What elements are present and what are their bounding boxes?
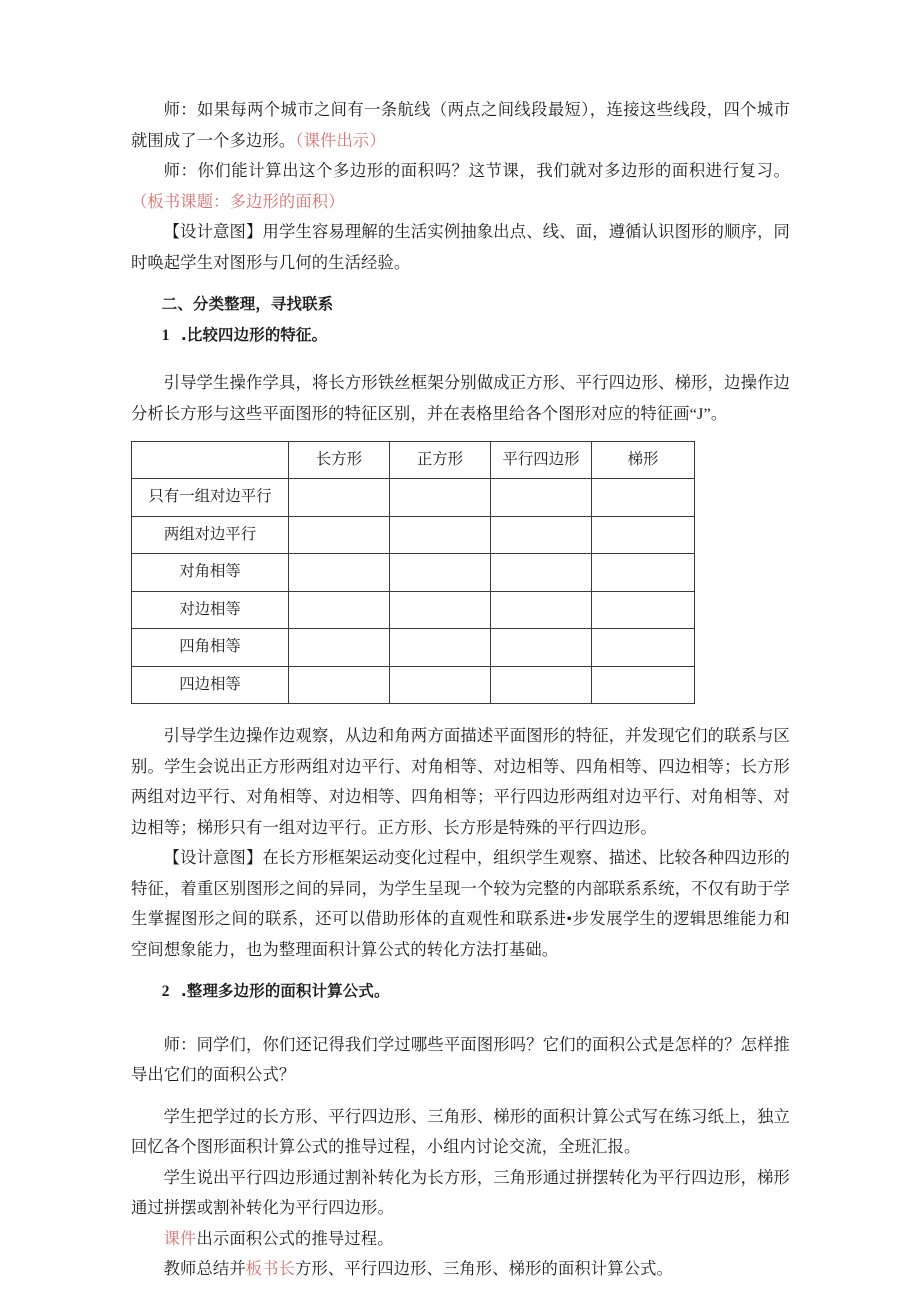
table-row-label: 对角相等	[132, 554, 289, 592]
paragraph-design-intent-2: 【设计意图】在长方形框架运动变化过程中，组织学生观察、描述、比较各种四边形的特征，着重区别图形之间的异同，为学生呈现一个较为完整的内部联系系统，不仅有助于学生掌握图形之间的联系，还可以借助形体的直观性和联系进•步发展学生的逻辑思维能力和空间想象能力，也为整理面积计算公式的转化方法打基础。	[131, 848, 790, 959]
paragraph-teacher-summary	[131, 1254, 790, 1285]
paragraph-before-table: 引导学生操作学具，将长方形铁丝框架分别做成正方形、平行四边形、梯形，边操作边分析长方形与这些平面图形的特征区别，并在表格里给各个图形对应的特征画“J”。	[131, 373, 790, 423]
table-cell[interactable]	[289, 666, 390, 704]
table-header-row	[132, 442, 695, 479]
table-cell[interactable]	[390, 479, 491, 517]
paragraph-teacher-recall-question: 师：同学们，你们还记得我们学过哪些平面图形吗？它们的面积公式是怎样的？怎样推导出它们的面积公式？	[131, 1034, 790, 1084]
table-cell[interactable]	[491, 666, 592, 704]
text-run-red: （板书课题：多边形的面积）	[131, 191, 345, 211]
text-run: 师：你们能计算出这个多边形的面积吗？这节课，我们就对多边形的面积进行复习。	[163, 161, 790, 180]
table-row	[132, 629, 695, 667]
table-row	[132, 554, 695, 592]
paragraph-teacher-question	[131, 156, 790, 217]
table-row-label: 对边相等	[132, 591, 289, 629]
heading-item-1-label: .比较四边形的特征。	[180, 325, 328, 344]
heading-item-1	[131, 320, 790, 352]
table-cell[interactable]	[592, 516, 695, 554]
table-header-cell-rectangle: 长方形	[289, 442, 390, 479]
text-run-red: （课件出示）	[295, 130, 386, 150]
text-run: 方形、平行四边形、三角形、梯形的面积计算公式。	[295, 1259, 673, 1278]
paragraph-students-write: 学生把学过的长方形、平行四边形、三角形、梯形的面积计算公式写在练习纸上，独立回忆各个图形面积计算公式的推导过程，小组内讨论交流，全班汇报。	[131, 1106, 790, 1156]
table-row-label: 四边相等	[132, 666, 289, 704]
spacer	[131, 965, 790, 976]
table-row	[132, 479, 695, 517]
heading-item-2	[131, 976, 790, 1008]
table-cell[interactable]	[289, 554, 390, 592]
text-run: 师：如果每两个城市之间有一条航线（两点之间线段最短），连接这些线段，四个城市就围成了一个多边形。	[131, 100, 790, 150]
table-cell[interactable]	[592, 554, 695, 592]
table-cell[interactable]	[592, 479, 695, 517]
table-cell[interactable]	[289, 516, 390, 554]
table-cell[interactable]	[289, 629, 390, 667]
table-cell[interactable]	[592, 591, 695, 629]
table-header-cell-square: 正方形	[390, 442, 491, 479]
paragraph-courseware	[131, 1224, 790, 1255]
table-row-label: 只有一组对边平行	[132, 479, 289, 517]
table-row-label: 两组对边平行	[132, 516, 289, 554]
spacer	[131, 278, 790, 289]
spacer	[131, 1008, 790, 1030]
spacer	[131, 1091, 790, 1102]
table-header-cell-trapezoid: 梯形	[592, 442, 695, 479]
table-row	[132, 591, 695, 629]
table-row-label: 四角相等	[132, 629, 289, 667]
spacer	[131, 704, 790, 721]
paragraph-teacher-intro	[131, 95, 790, 156]
table-cell[interactable]	[390, 666, 491, 704]
table-cell[interactable]	[390, 554, 491, 592]
text-run: 【设计意图】用学生容易理解的生活实例抽象出点、线、面，遵循认识图形的顺序，同时唤起学生对图形与几何的生活经验。	[131, 222, 790, 272]
table-cell[interactable]	[592, 666, 695, 704]
table-cell[interactable]	[390, 629, 491, 667]
table-header-cell-blank	[132, 442, 289, 479]
table-row	[132, 666, 695, 704]
spacer	[131, 351, 790, 368]
heading-item-2-label: .整理多边形的面积计算公式。	[180, 982, 390, 1000]
text-run-red-courseware: 课件	[163, 1228, 197, 1248]
table-cell[interactable]	[289, 591, 390, 629]
text-run-red-blackboard: 板书长	[245, 1259, 296, 1278]
table-cell[interactable]	[289, 479, 390, 517]
table-cell[interactable]	[390, 591, 491, 629]
paragraph-students-say: 学生说出平行四边形通过割补转化为长方形，三角形通过拼摆转化为平行四边形，梯形通过拼摆或割补转化为平行四边形。	[131, 1167, 790, 1217]
table-cell[interactable]	[491, 554, 592, 592]
table-cell[interactable]	[390, 516, 491, 554]
heading-item-1-number: 1	[161, 326, 170, 344]
paragraph-after-table: 引导学生边操作边观察，从边和角两方面描述平面图形的特征，并发现它们的联系与区别。学生会说出正方形两组对边平行、对角相等、对边相等、四角相等、四边相等；长方形两组对边平行、对角相等、对边相等、四角相等；平行四边形两组对边平行、对角相等、对边相等；梯形只有一组对边平行。正方形、长方形是特殊的平行四边形。	[131, 726, 790, 837]
quadrilateral-feature-table	[131, 441, 695, 704]
table-cell[interactable]	[491, 516, 592, 554]
table-cell[interactable]	[592, 629, 695, 667]
table-cell[interactable]	[491, 629, 592, 667]
table-cell[interactable]	[491, 479, 592, 517]
table-cell[interactable]	[491, 591, 592, 629]
text-run: 教师总结并	[163, 1259, 246, 1278]
text-run: 出示面积公式的推导过程。	[196, 1228, 394, 1248]
table-row	[132, 516, 695, 554]
paragraph-design-intent-1	[131, 217, 790, 278]
heading-item-2-number: 2	[161, 983, 170, 1000]
heading-section-2: 二、分类整理，寻找联系	[161, 295, 334, 313]
table-header-cell-parallelogram: 平行四边形	[491, 442, 592, 479]
